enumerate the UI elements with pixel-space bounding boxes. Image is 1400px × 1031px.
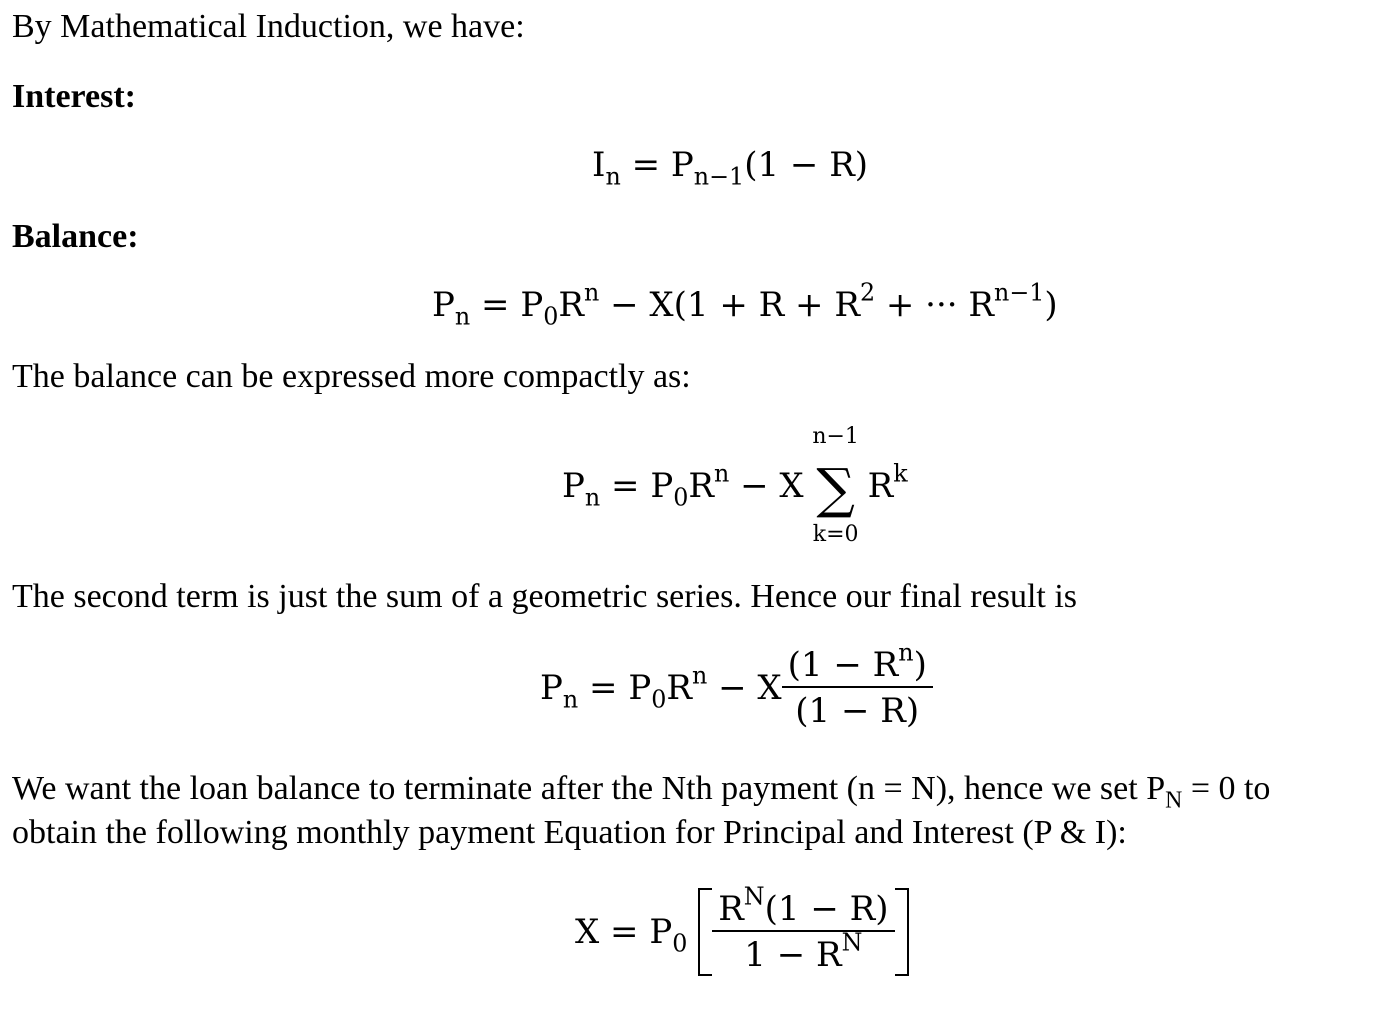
- eq-superscript: n−1: [994, 278, 1045, 307]
- intro-text: By Mathematical Induction, we have:: [12, 8, 525, 45]
- compact-equation: [562, 426, 908, 546]
- final-equation: [540, 638, 933, 731]
- eq-term: − X: [740, 466, 804, 506]
- eq-subscript: 0: [651, 685, 667, 714]
- eq-term: 1 − R: [744, 935, 842, 975]
- eq-superscript: N: [841, 928, 863, 957]
- payment-equation: [575, 882, 909, 976]
- eq-symbol: R: [558, 285, 584, 325]
- eq-term: − X: [718, 668, 782, 708]
- eq-subscript: n: [562, 685, 579, 714]
- eq-term: ): [1044, 285, 1058, 325]
- eq-superscript: n: [713, 459, 730, 488]
- eq-relation: =: [589, 668, 618, 708]
- eq-symbol: P: [649, 912, 673, 952]
- eq-term: − X(1 + R + R: [610, 285, 860, 325]
- eq-subscript: 0: [673, 483, 689, 512]
- eq-symbol: R: [718, 889, 744, 929]
- geometric-text: The second term is just the sum of a geometric series. Hence our final result is: [12, 578, 1078, 615]
- interest-heading: Interest:: [12, 78, 136, 115]
- eq-subscript: n−1: [693, 162, 745, 191]
- fraction-numerator: [712, 882, 894, 932]
- eq-superscript: n: [583, 278, 600, 307]
- right-bracket-icon: [895, 888, 909, 976]
- left-bracket-icon: [698, 888, 712, 976]
- eq-relation: =: [611, 466, 640, 506]
- eq-symbol: I: [592, 145, 606, 185]
- eq-symbol: P: [540, 668, 563, 708]
- loan-text-part: = 0 to: [1182, 770, 1271, 807]
- fraction: [782, 638, 933, 731]
- fraction-denominator: [712, 928, 894, 975]
- eq-relation: =: [481, 285, 510, 325]
- eq-symbol: P: [670, 145, 694, 185]
- eq-superscript: n: [691, 661, 708, 690]
- eq-superscript: N: [743, 882, 765, 911]
- eq-symbol: R: [666, 668, 692, 708]
- balance-equation: [432, 278, 1058, 331]
- eq-symbol: P: [520, 285, 544, 325]
- eq-relation: =: [610, 912, 639, 952]
- eq-relation: =: [631, 145, 661, 185]
- eq-subscript: N: [1165, 787, 1183, 814]
- eq-subscript: n: [605, 162, 621, 191]
- eq-term: (1 − R): [764, 889, 889, 929]
- eq-superscript: 2: [859, 278, 876, 307]
- eq-symbol: R: [867, 466, 894, 506]
- compact-text: The balance can be expressed more compactly as:: [12, 358, 691, 395]
- eq-subscript: 0: [672, 929, 688, 958]
- fraction-denominator: (1 − R): [795, 691, 920, 731]
- fraction-numerator: [782, 638, 933, 688]
- summation: [808, 426, 864, 546]
- eq-symbol: P: [432, 285, 455, 325]
- eq-symbol: R: [688, 466, 714, 506]
- sum-lower-limit: k=0: [812, 522, 859, 547]
- eq-symbol: P: [562, 466, 585, 506]
- loan-text-part: We want the loan balance to terminate after the Nth payment (n = N), hence we set P: [12, 770, 1166, 807]
- balance-heading: Balance:: [12, 218, 139, 255]
- eq-symbol: X: [575, 912, 600, 952]
- eq-superscript: k: [893, 459, 908, 488]
- eq-term: ): [913, 645, 927, 685]
- interest-equation: [592, 145, 869, 191]
- loan-text-line-2: obtain the following monthly payment Equation for Principal and Interest (P & I):: [12, 814, 1127, 851]
- eq-symbol: P: [628, 668, 652, 708]
- sigma-icon: ∑: [816, 457, 855, 520]
- sum-upper-limit: n−1: [812, 424, 859, 449]
- eq-term: (1 − R: [787, 645, 899, 685]
- eq-term: + ··· R: [875, 285, 995, 325]
- eq-subscript: n: [584, 483, 601, 512]
- eq-symbol: P: [650, 466, 674, 506]
- eq-subscript: n: [454, 302, 471, 331]
- eq-term: (1 − R): [744, 145, 869, 185]
- eq-superscript: n: [898, 638, 914, 667]
- fraction: [712, 882, 894, 975]
- eq-subscript: 0: [543, 302, 559, 331]
- loan-text-line-1: [12, 770, 1271, 814]
